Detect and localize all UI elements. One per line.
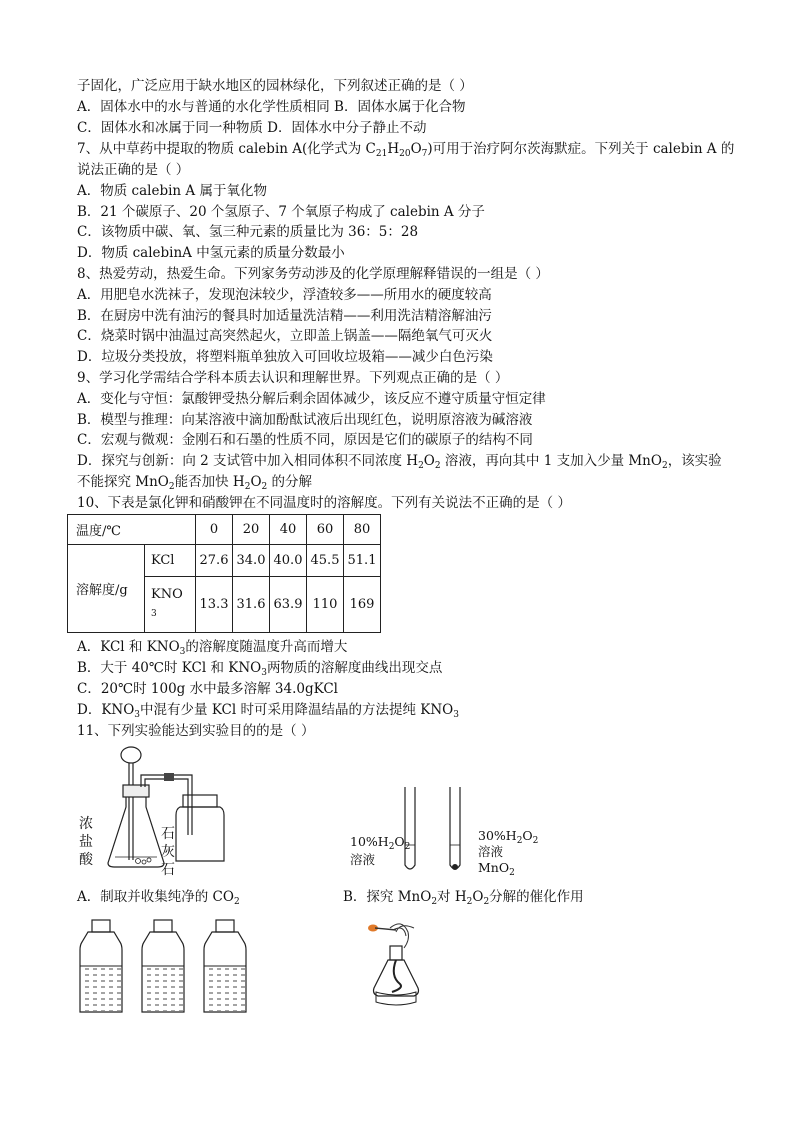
table-row — [68, 545, 381, 577]
limestone-label: 石 灰 石 — [161, 826, 175, 878]
table-row — [68, 515, 381, 545]
q7-option-b: B．21 个碳原子、20 个氢原子、7 个氧原子构成了 calebin A 分子 — [77, 204, 485, 220]
q10-option-d: D．$KNO_3$中混有少量 KCl 时可采用降温结晶的方法提纯 $KNO_3$ — [77, 702, 459, 720]
temp-cell: 60 — [307, 515, 344, 545]
reagent-bottle — [80, 920, 122, 1012]
q6-options-ab: A．固体水中的水与普通的水化学性质相同 B．固体水属于化合物 — [77, 99, 466, 115]
q10-option-a: A．KCl 和 $KNO_3$的溶解度随温度升高而增大 — [77, 639, 348, 657]
figure-a-caption: A．制取并收集纯净的 $CO_2$ — [77, 889, 240, 907]
kcl-value: 45.5 — [307, 545, 344, 577]
figure-d-alcohol-lamp — [360, 918, 430, 1016]
q8-stem: 8、热爱劳动，热爱生命。下列家务劳动涉及的化学原理解释错误的一组是（ ） — [77, 266, 549, 282]
kcl-value: 40.0 — [270, 545, 307, 577]
q8-option-b: B．在厨房中洗有油污的餐具时加适量洗洁精——利用洗洁精溶解油污 — [77, 308, 492, 324]
q7-option-d: D．物质 calebinA 中氢元素的质量分数最小 — [77, 245, 345, 261]
solubility-table — [67, 514, 381, 633]
q10-stem: 10、下表是氯化钾和硝酸钾在不同温度时的溶解度。下列有关说法不正确的是（ ） — [77, 495, 571, 511]
reagent-bottle — [204, 920, 246, 1012]
label-30pct-h2o2: $30\%H_2O_2$ 溶液 MnO$_2$ — [478, 828, 539, 878]
figure-c-reagent-bottles — [76, 918, 276, 1016]
q9-option-c: C．宏观与微观：金刚石和石墨的性质不同，原因是它们的碳原子的结构不同 — [77, 432, 533, 448]
kno3-value: 110 — [307, 577, 344, 633]
q7-stem: 7、从中草药中提取的物质 calebin A(化学式为 $C_{21}H_{20}O_7$)可用于治疗阿尔茨海默症。下列关于 calebin A 的 — [77, 141, 735, 159]
solubility-label: 溶解度/g — [68, 545, 145, 633]
q9-option-a: A．变化与守恒：氯酸钾受热分解后剩余固体减少，该反应不遵守质量守恒定律 — [77, 391, 546, 407]
temp-cell: 0 — [196, 515, 233, 545]
q9-stem: 9、学习化学需结合学科本质去认识和理解世界。下列观点正确的是（ ） — [77, 370, 509, 386]
q9-option-d-cont: 不能探究 MnO$_2$能否加快 $H_2O_2$ 的分解 — [77, 474, 313, 492]
q8-option-a: A．用肥皂水洗袜子，发现泡沫较少，浮渣较多——所用水的硬度较高 — [77, 287, 492, 303]
q8-option-d: D．垃圾分类投放，将塑料瓶单独放入可回收垃圾箱——减少白色污染 — [77, 349, 493, 365]
temp-cell: 20 — [233, 515, 270, 545]
q7-option-a: A．物质 calebin A 属于氧化物 — [77, 183, 267, 199]
q10-option-c: C．20℃时 100g 水中最多溶解 34.0gKCl — [77, 681, 338, 697]
q9-option-b: B．模型与推理：向某溶液中滴加酚酞试液后出现红色，说明原溶液为碱溶液 — [77, 412, 533, 428]
q8-option-c: C．烧菜时锅中油温过高突然起火，立即盖上锅盖——隔绝氧气可灭火 — [77, 328, 493, 344]
q11-stem: 11、下列实验能达到实验目的的是（ ） — [77, 723, 315, 739]
q6-stem-tail: 子固化，广泛应用于缺水地区的园林绿化，下列叙述正确的是（ ） — [77, 78, 473, 94]
temp-header: 温度/℃ — [68, 515, 196, 545]
figure-b-caption: B．探究 MnO$_2$对 $H_2O_2$分解的催化作用 — [343, 889, 584, 907]
q9-option-d: D．探究与创新：向 2 支试管中加入相同体积不同浓度 $H_2O_2$ 溶液，再向其中 1 支加入少量 MnO$_2$，该实验 — [77, 453, 722, 471]
q7-option-c: C．该物质中碳、氧、氢三种元素的质量比为 36：5：28 — [77, 224, 419, 240]
acid-label: 浓 盐 酸 — [79, 816, 93, 868]
kcl-value: 51.1 — [344, 545, 381, 577]
kno3-value: 31.6 — [233, 577, 270, 633]
kno3-value: 63.9 — [270, 577, 307, 633]
kcl-value: 27.6 — [196, 545, 233, 577]
kno3-value: 169 — [344, 577, 381, 633]
kcl-label: KCl — [145, 545, 196, 577]
q6-options-cd: C．固体水和冰属于同一种物质 D．固体水中分子静止不动 — [77, 120, 427, 136]
temp-cell: 40 — [270, 515, 307, 545]
q7-stem-cont: 说法正确的是（ ） — [77, 162, 190, 178]
kno3-label: KNO 3 — [145, 577, 196, 633]
kno3-value: 13.3 — [196, 577, 233, 633]
reagent-bottle — [142, 920, 184, 1012]
label-10pct-h2o2: $10\%H_2O_2$ 溶液 — [350, 834, 411, 867]
kcl-value: 34.0 — [233, 545, 270, 577]
temp-cell: 80 — [344, 515, 381, 545]
q10-option-b: B．大于 40℃时 KCl 和 $KNO_3$两物质的溶解度曲线出现交点 — [77, 660, 443, 678]
